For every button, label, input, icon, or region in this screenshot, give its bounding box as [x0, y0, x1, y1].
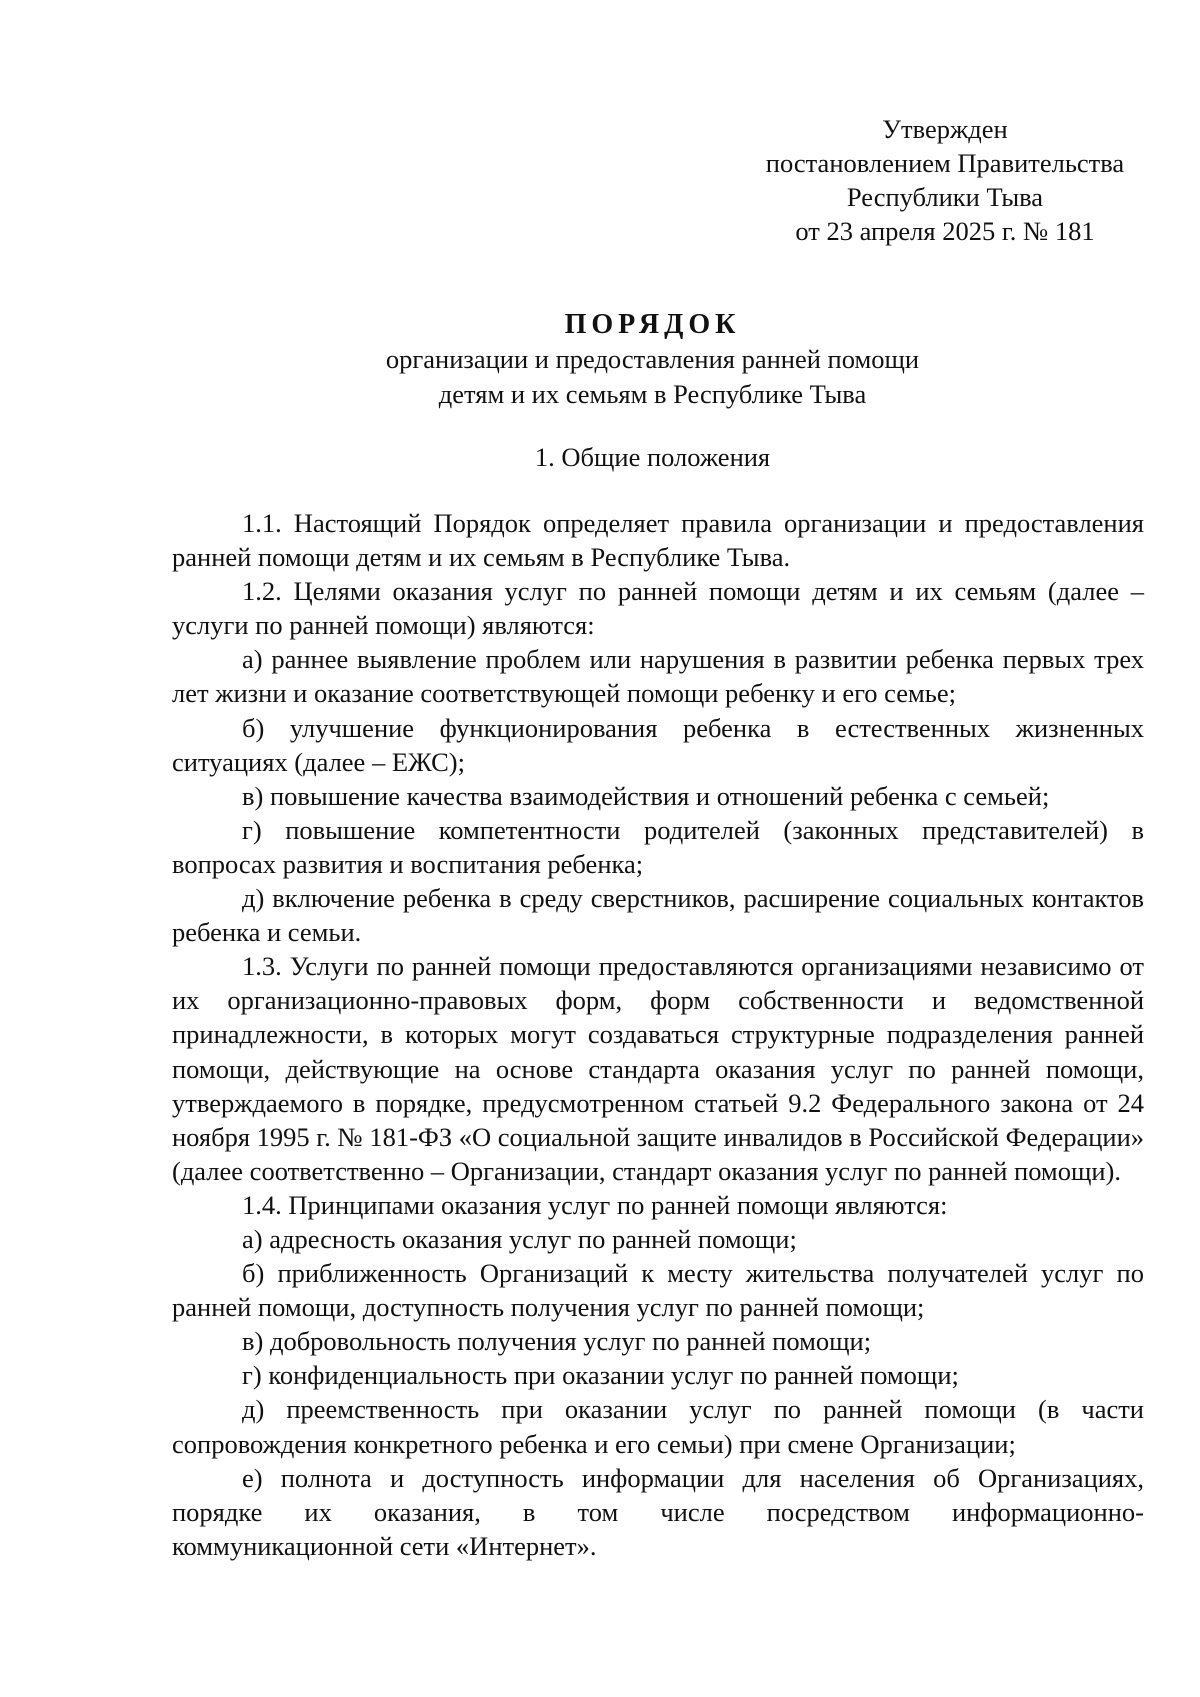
paragraph: д) включение ребенка в среду сверстников, расширение социальных контактов ребенка и семьи.: [172, 883, 1144, 948]
document-title: ПОРЯДОК: [564, 309, 741, 340]
approval-line: постановлением Правительства: [765, 148, 1125, 178]
paragraph: 1.4. Принципами оказания услуг по ранней помощи являются:: [242, 1189, 948, 1220]
paragraph: д) преемственность при оказании услуг по ранней помощи (в части сопровождения конкретного ребенка и его семьи) при смене Организации;: [172, 1394, 1144, 1459]
section-heading: 1. Общие положения: [534, 442, 771, 472]
title-block: [160, 308, 1145, 475]
document-subtitle-line: организации и предоставления ранней помощи: [385, 344, 920, 374]
paragraph: а) раннее выявление проблем или нарушения в развитии ребенка первых трех лет жизни и оказание соответствующей помощи ребенку и его семье;: [172, 644, 1144, 709]
paragraph: 1.2. Целями оказания услуг по ранней помощи детям и их семьям (далее – услуги по ранней помощи) являются:: [172, 576, 1144, 641]
paragraph-continuation: коммуникационной сети «Интернет».: [172, 1530, 597, 1561]
paragraph: в) добровольность получения услуг по ранней помощи;: [242, 1326, 872, 1357]
paragraph: б) приближенность Организаций к месту жительства получателей услуг по ранней помощи, доступность получения услуг по ранней помощи;: [172, 1258, 1144, 1323]
paragraph: г) повышение компетентности родителей (законных представителей) в вопросах развития и воспитания ребенка;: [172, 814, 1144, 879]
paragraph: 1.1. Настоящий Порядок определяет правила организации и предоставления ранней помощи детям и их семьям в Республике Тыва.: [172, 508, 1144, 573]
approval-stamp: [700, 112, 1190, 248]
approval-line: Республики Тыва: [846, 182, 1044, 212]
paragraph: б) улучшение функционирования ребенка в естественных жизненных ситуациях (далее – ЕЖС);: [172, 712, 1144, 777]
paragraph: г) конфиденциальность при оказании услуг по ранней помощи;: [242, 1360, 959, 1391]
approval-line: Утвержден: [882, 114, 1008, 144]
paragraph: е) полнота и доступность информации для населения об Организациях, порядке их оказания, в том числе посредством информационно-: [172, 1462, 1144, 1527]
approval-date-line: от 23 апреля 2025 г. № 181: [795, 216, 1095, 246]
document-body: [172, 506, 1144, 1563]
paragraph: 1.3. Услуги по ранней помощи предоставляются организациями независимо от их организационно-правовых форм, форм собственности и ведомственной принадлежности, в которых могут создаваться структурные подразделения ранней помощи, действующие на основе стандарта оказания услуг по ранней помощи, утверждаемого в порядке, предусмотренном статьей 9.2 Федерального закона от 24 ноября 1995 г. № 181-ФЗ «О социальной защите инвалидов в Российской Федерации» (далее соответственно – Организации, стандарт оказания услуг по ранней помощи).: [172, 951, 1145, 1186]
paragraph: а) адресность оказания услуг по ранней помощи;: [242, 1223, 797, 1254]
paragraph: в) повышение качества взаимодействия и отношений ребенка с семьей;: [242, 780, 1050, 811]
document-subtitle-line: детям и их семьям в Республике Тыва: [438, 379, 867, 409]
